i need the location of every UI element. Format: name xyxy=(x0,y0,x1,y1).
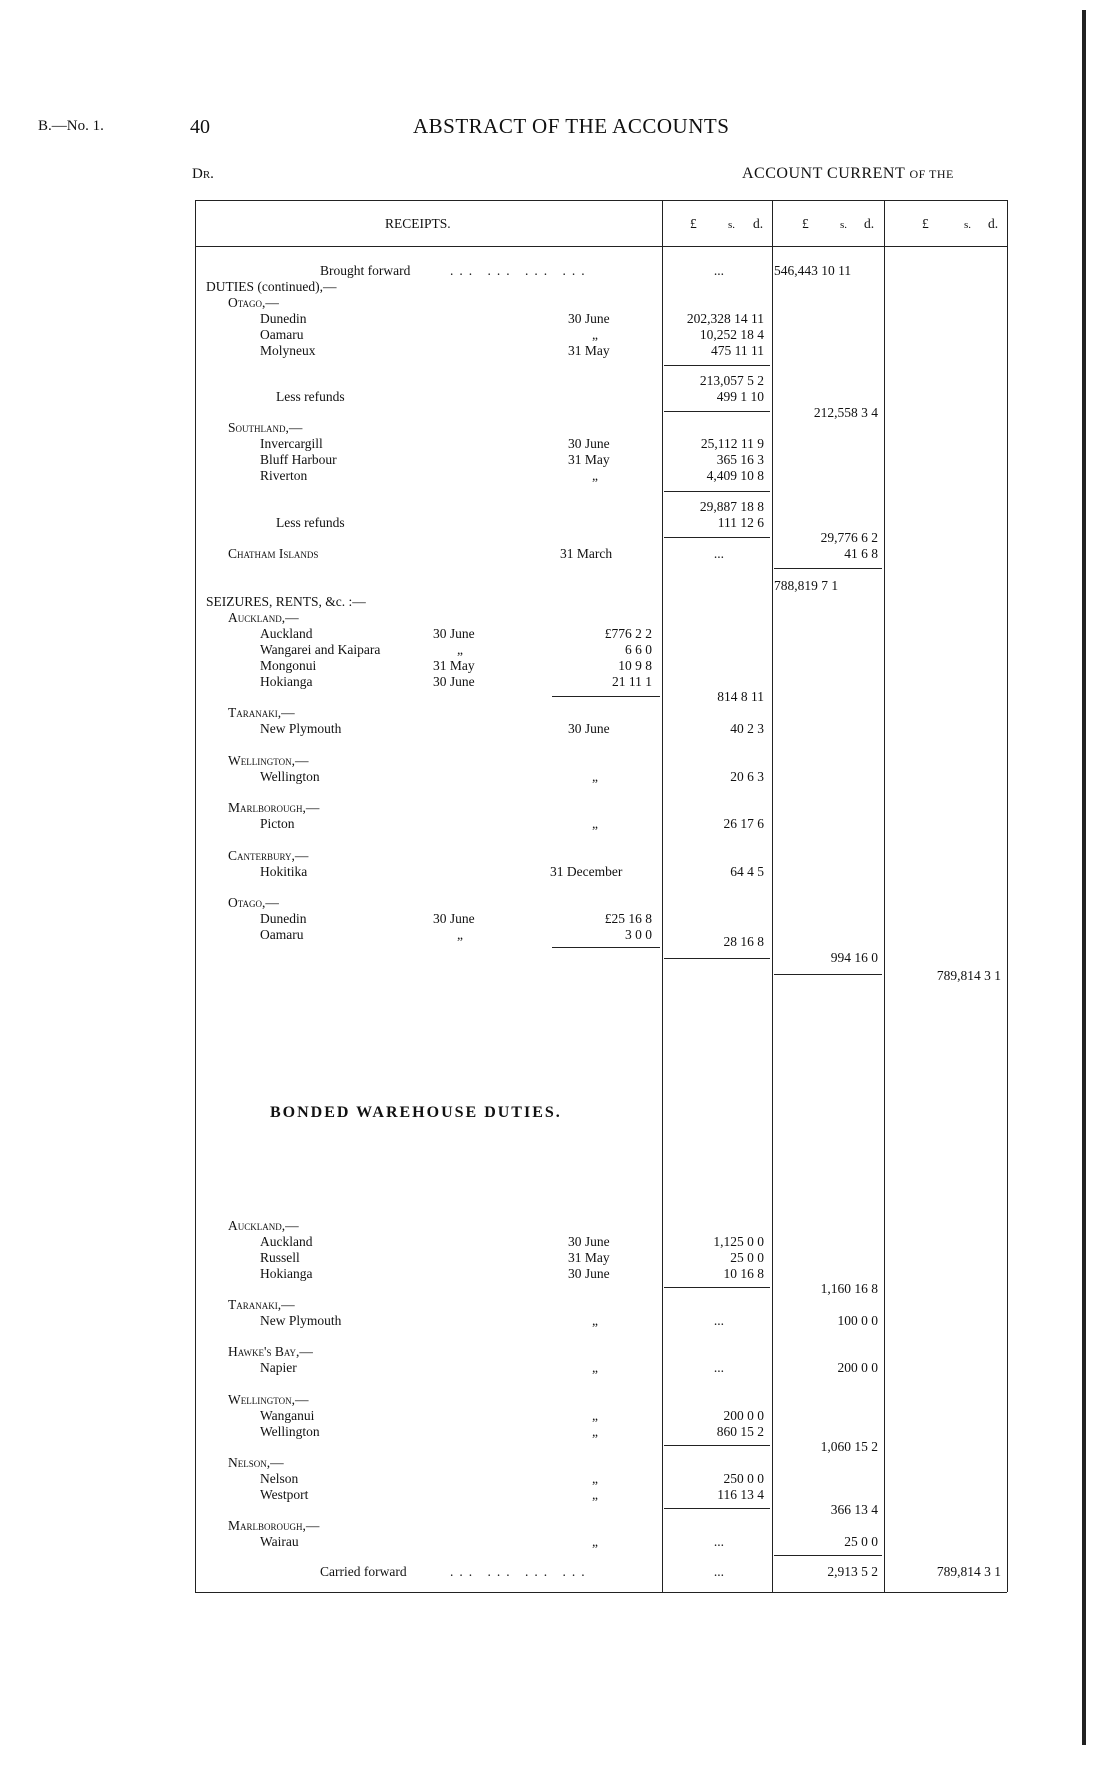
otago-row-amount: 475 11 11 xyxy=(711,343,764,358)
seizures-auckland-date: 30 June xyxy=(433,674,475,689)
bonded-nelson-name: Nelson xyxy=(260,1471,299,1486)
right-border xyxy=(1007,200,1008,1592)
nelson-heading: Nelson,— xyxy=(228,1455,284,1470)
net-rule xyxy=(664,411,770,412)
otago-net: 212,558 3 4 xyxy=(813,405,878,420)
seizures-otago-date: 30 June xyxy=(433,911,475,926)
hawkes-bay-heading: Hawke's Bay,— xyxy=(228,1344,313,1359)
southland-row-date: 31 May xyxy=(568,452,610,467)
bonded-taranaki-date: „ xyxy=(592,1313,598,1328)
seizures-auckland-amount: £776 2 2 xyxy=(604,626,652,641)
otago-row-date: „ xyxy=(592,327,598,342)
southland-row-date: 30 June xyxy=(568,436,610,451)
less-refunds-label: Less refunds xyxy=(276,515,345,530)
bonded-marlborough-c2: 25 0 0 xyxy=(844,1534,878,1549)
col2-pence: d. xyxy=(864,216,875,231)
southland-row-amount: 25,112 11 9 xyxy=(700,436,764,451)
carried-forward-c3: 789,814 3 1 xyxy=(936,1564,1001,1579)
southland-row-date: „ xyxy=(592,468,598,483)
seizures-wellington-amount: 20 6 3 xyxy=(730,769,764,784)
less-refunds-label: Less refunds xyxy=(276,389,345,404)
southland-row-name: Riverton xyxy=(260,468,308,483)
bonded-marlborough-c1: ... xyxy=(713,1534,724,1549)
brought-forward-c1: ... xyxy=(713,263,724,278)
col3-pound: £ xyxy=(922,216,929,231)
seizures-auckland-name: Hokianga xyxy=(260,674,313,689)
subtotal-rule xyxy=(552,696,660,697)
bonded-taranaki-c1: ... xyxy=(713,1313,724,1328)
seizures-wellington-date: „ xyxy=(592,769,598,784)
bonded-wellington-date: „ xyxy=(592,1424,598,1439)
seizures-otago-amount: 3 0 0 xyxy=(625,927,652,942)
duties-total: 788,819 7 1 xyxy=(774,578,839,593)
col1-pence: d. xyxy=(753,216,764,231)
seizures-auckland-name: Auckland xyxy=(260,626,313,641)
seizures-auckland-date: 30 June xyxy=(433,626,475,641)
bonded-taranaki-name: New Plymouth xyxy=(260,1313,342,1328)
col-divider-2 xyxy=(772,200,773,1592)
total-rule xyxy=(774,1555,882,1556)
receipts-header: RECEIPTS. xyxy=(385,216,451,231)
subtotal-rule xyxy=(664,1445,770,1446)
col3-shilling: s. xyxy=(964,219,972,231)
bonded-auckland-total: 1,160 16 8 xyxy=(820,1281,878,1296)
col-divider-1 xyxy=(662,200,663,1592)
carried-forward-label: Carried forward xyxy=(320,1564,407,1579)
bonded-taranaki-c2: 100 0 0 xyxy=(837,1313,878,1328)
page-number: 40 xyxy=(190,116,210,138)
bonded-hawkes-date: „ xyxy=(592,1360,598,1375)
taranaki-heading: Taranaki,— xyxy=(228,1297,295,1312)
seizures-auckland-name: Mongonui xyxy=(260,658,317,673)
otago-row-date: 30 June xyxy=(568,311,610,326)
bonded-nelson-date: „ xyxy=(592,1487,598,1502)
seizures-canterbury-amount: 64 4 5 xyxy=(730,864,764,879)
bonded-hawkes-name: Napier xyxy=(260,1360,297,1375)
brought-forward-c2: 546,443 10 11 xyxy=(774,263,852,278)
bonded-heading: BONDED WAREHOUSE DUTIES. xyxy=(270,1104,562,1121)
seizures-auckland-date: 31 May xyxy=(433,658,475,673)
chatham-c1: ... xyxy=(713,546,724,561)
col2-pound: £ xyxy=(802,216,809,231)
bonded-wellington-amount: 860 15 2 xyxy=(716,1424,764,1439)
otago-row-date: 31 May xyxy=(568,343,610,358)
taranaki-heading: Taranaki,— xyxy=(228,705,295,720)
net-rule xyxy=(664,537,770,538)
total-rule xyxy=(774,974,882,975)
bonded-auckland-date: 31 May xyxy=(568,1250,610,1265)
otago-refunds: 499 1 10 xyxy=(716,389,764,404)
seizures-total: 994 16 0 xyxy=(830,950,878,965)
carried-forward-c1: ... xyxy=(713,1564,724,1579)
subtotal-rule xyxy=(552,947,660,948)
dr-label: Dr. xyxy=(192,166,214,182)
bonded-auckland-amount: 1,125 0 0 xyxy=(713,1234,764,1249)
southland-row-name: Bluff Harbour xyxy=(260,452,337,467)
bonded-auckland-amount: 10 16 8 xyxy=(723,1266,764,1281)
seizures-marlborough-name: Picton xyxy=(260,816,295,831)
bonded-wellington-total: 1,060 15 2 xyxy=(820,1439,878,1454)
seizures-otago-total: 28 16 8 xyxy=(723,934,764,949)
header-bottom-rule xyxy=(195,246,1007,247)
seizures-taranaki-name: New Plymouth xyxy=(260,721,342,736)
bonded-nelson-total: 366 13 4 xyxy=(830,1502,878,1517)
brought-forward-label: Brought forward xyxy=(320,263,411,278)
seizures-otago-name: Dunedin xyxy=(260,911,307,926)
bonded-auckland-amount: 25 0 0 xyxy=(730,1250,764,1265)
bonded-auckland-name: Russell xyxy=(260,1250,300,1265)
southland-net: 29,776 6 2 xyxy=(820,530,878,545)
wellington-heading: Wellington,— xyxy=(228,753,309,768)
bonded-auckland-date: 30 June xyxy=(568,1234,610,1249)
seizures-taranaki-date: 30 June xyxy=(568,721,610,736)
leader-dots: ... ... ... ... xyxy=(450,263,591,278)
otago-heading: Otago,— xyxy=(228,295,279,310)
southland-heading: Southland,— xyxy=(228,420,303,435)
otago-row-name: Molyneux xyxy=(260,343,316,358)
seizures-auckland-amount: 21 11 1 xyxy=(612,674,652,689)
table-top-rule xyxy=(195,200,1007,201)
seizures-auckland-name: Wangarei and Kaipara xyxy=(260,642,381,657)
bonded-nelson-amount: 250 0 0 xyxy=(723,1471,764,1486)
otago-row-amount: 10,252 18 4 xyxy=(699,327,764,342)
marlborough-heading: Marlborough,— xyxy=(228,800,320,815)
seizures-marlborough-date: „ xyxy=(592,816,598,831)
bonded-wellington-amount: 200 0 0 xyxy=(723,1408,764,1423)
bonded-wellington-name: Wanganui xyxy=(260,1408,315,1423)
account-current-label: ACCOUNT CURRENT xyxy=(742,165,905,182)
page-title: ABSTRACT OF THE ACCOUNTS xyxy=(413,114,730,138)
subtotal-rule xyxy=(664,1508,770,1509)
otago-heading: Otago,— xyxy=(228,895,279,910)
seizures-auckland-date: „ xyxy=(457,642,463,657)
series-label: B.—No. 1. xyxy=(38,118,104,134)
duties-continued-heading: DUTIES (continued),— xyxy=(206,279,337,294)
account-current-heading xyxy=(742,165,954,183)
subtotal-rule xyxy=(664,365,770,366)
bonded-hawkes-c2: 200 0 0 xyxy=(837,1360,878,1375)
southland-refunds: 111 12 6 xyxy=(717,515,764,530)
subtotal-rule xyxy=(664,1287,770,1288)
carried-forward-c2: 2,913 5 2 xyxy=(827,1564,878,1579)
seizures-wellington-name: Wellington xyxy=(260,769,320,784)
chatham-c2: 41 6 8 xyxy=(844,546,878,561)
seizures-canterbury-name: Hokitika xyxy=(260,864,308,879)
seizures-heading: SEIZURES, RENTS, &c. :— xyxy=(206,594,366,609)
bonded-auckland-name: Hokianga xyxy=(260,1266,313,1281)
otago-row-amount: 202,328 14 11 xyxy=(686,311,764,326)
bonded-marlborough-name: Wairau xyxy=(260,1534,299,1549)
otago-row-name: Oamaru xyxy=(260,327,304,342)
bonded-wellington-name: Wellington xyxy=(260,1424,320,1439)
subtotal-rule xyxy=(664,491,770,492)
otago-row-name: Dunedin xyxy=(260,311,307,326)
marlborough-heading: Marlborough,— xyxy=(228,1518,320,1533)
seizures-auckland-amount: 6 6 0 xyxy=(625,642,652,657)
bonded-nelson-date: „ xyxy=(592,1471,598,1486)
col1-shilling: s. xyxy=(728,219,736,231)
bonded-auckland-name: Auckland xyxy=(260,1234,313,1249)
chatham-date: 31 March xyxy=(560,546,613,561)
left-border xyxy=(195,200,196,1592)
southland-row-name: Invercargill xyxy=(260,436,323,451)
chatham-heading: Chatham Islands xyxy=(228,546,319,561)
table-bottom-rule xyxy=(195,1592,1007,1593)
otago-subtotal: 213,057 5 2 xyxy=(699,373,764,388)
southland-row-amount: 365 16 3 xyxy=(716,452,764,467)
seizures-marlborough-amount: 26 17 6 xyxy=(723,816,764,831)
bonded-wellington-date: „ xyxy=(592,1408,598,1423)
southland-row-amount: 4,409 10 8 xyxy=(706,468,764,483)
seizures-otago-amount: £25 16 8 xyxy=(604,911,652,926)
bonded-marlborough-date: „ xyxy=(592,1534,598,1549)
seizures-otago-date: „ xyxy=(457,927,463,942)
auckland-heading: Auckland,— xyxy=(228,610,299,625)
seizures-taranaki-amount: 40 2 3 xyxy=(730,721,764,736)
seizures-auckland-amount: 10 9 8 xyxy=(618,658,652,673)
of-the-label: OF THE xyxy=(909,167,954,181)
grand-total: 789,814 3 1 xyxy=(936,968,1001,983)
southland-subtotal: 29,887 18 8 xyxy=(699,499,764,514)
total-rule xyxy=(774,568,882,569)
auckland-heading: Auckland,— xyxy=(228,1218,299,1233)
seizures-canterbury-date: 31 December xyxy=(550,864,623,879)
bonded-nelson-amount: 116 13 4 xyxy=(717,1487,764,1502)
col2-shilling: s. xyxy=(840,219,848,231)
bonded-auckland-date: 30 June xyxy=(568,1266,610,1281)
bonded-nelson-name: Westport xyxy=(260,1487,309,1502)
col1-pound: £ xyxy=(690,216,697,231)
col3-pence: d. xyxy=(988,216,999,231)
bonded-hawkes-c1: ... xyxy=(713,1360,724,1375)
seizures-auckland-total: 814 8 11 xyxy=(717,689,764,704)
seizures-otago-name: Oamaru xyxy=(260,927,304,942)
net-rule xyxy=(664,958,770,959)
canterbury-heading: Canterbury,— xyxy=(228,848,309,863)
wellington-heading: Wellington,— xyxy=(228,1392,309,1407)
binding-edge-mark xyxy=(1082,10,1086,1745)
leader-dots: ... ... ... ... xyxy=(450,1564,591,1579)
col-divider-3 xyxy=(884,200,885,1592)
